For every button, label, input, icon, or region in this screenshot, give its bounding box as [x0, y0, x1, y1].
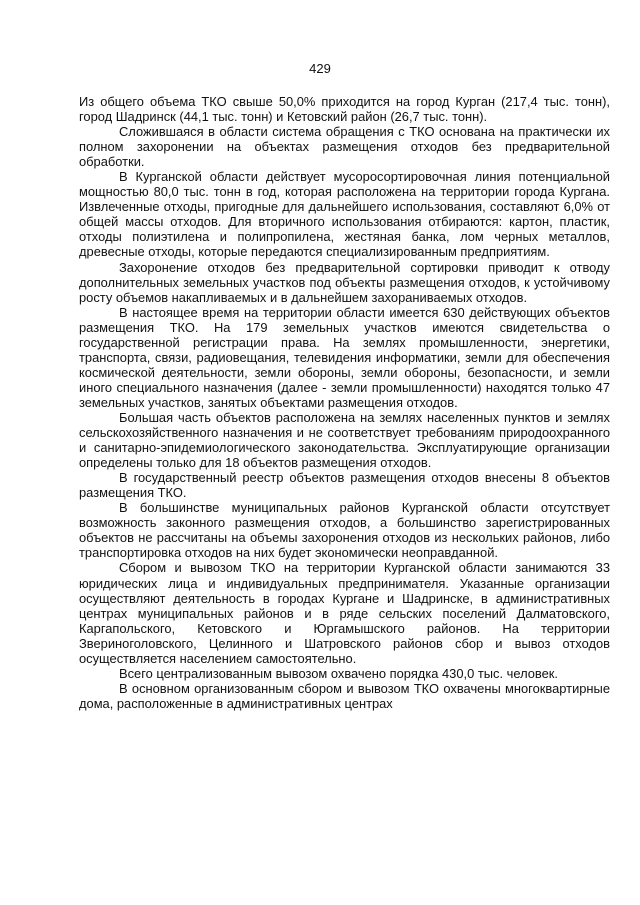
paragraph: В настоящее время на территории области имеется 630 действующих объектов размещения ТКО. На 179 земельных участков имеются свидетельства о государственной регистрации права. На землях промышленности, энергетики, транспорта, связи, радиовещания, телевидения информатики, земли для обеспечения космической деятельности, земли обороны, земли обороны, безопасности, и земли иного специального назначения (далее - земли промышленности) находятся только 47 земельных участков, занятых объектами размещения отходов.	[79, 304, 610, 410]
paragraph: Всего централизованным вывозом охвачено порядка 430,0 тыс. человек.	[119, 665, 559, 681]
document-body	[79, 94, 610, 711]
paragraph: В государственный реестр объектов размещения отходов внесены 8 объектов размещения ТКО.	[79, 470, 610, 501]
paragraph: Захоронение отходов без предварительной сортировки приводит к отводу дополнительных земельных участков под объекты размещения отходов, к устойчивому росту объемов накапливаемых и в дальнейшем захораниваемых отходов.	[79, 259, 610, 305]
paragraph: Большая часть объектов расположена на землях населенных пунктов и землях сельскохозяйственного назначения и не соответствует требованиям природоохранного и санитарно-эпидемиологического законодательства. Эксплуатирующие организации определены только для 18 объектов размещения отходов.	[79, 409, 610, 471]
paragraph: Сбором и вывозом ТКО на территории Курганской области занимаются 33 юридических лица и индивидуальных предпринимателя. Указанные организации осуществляют деятельность в городах Кургане и Шадринске, в административных центрах муниципальных районов и в ряде сельских поселений Далматовского, Каргапольского, Кетовского и Юргамышского районов. На территории Звериноголовского, Целинного и Шатровского районов сбор и вывоз отходов осуществляется населением самостоятельно.	[79, 560, 610, 666]
paragraph: В Курганской области действует мусоросортировочная линия потенциальной мощностью 80,0 тыс. тонн в год, которая расположена на территории города Кургана. Извлеченные отходы, пригодные для дальнейшего использования, составляют 6,0% от общей массы отходов. Для вторичного использования отбираются: картон, пластик, отходы полиэтилена и полипропилена, жестяная банка, лом черных металлов, древесные отходы, которые передаются специализированным предприятиям.	[79, 169, 610, 260]
page-number: 429	[309, 61, 331, 76]
paragraph: В большинстве муниципальных районов Курганской области отсутствует возможность законного размещения отходов, а большинство зарегистрированных объектов не рассчитаны на объемы захоронения отходов из нескольких районов, либо транспортировка отходов на них будет экономически неоправданной.	[79, 500, 610, 561]
paragraph: Сложившаяся в области система обращения с ТКО основана на практически их полном захоронении на объектах размещения отходов без предварительной обработки.	[79, 124, 610, 170]
paragraph: Из общего объема ТКО свыше 50,0% приходится на город Курган (217,4 тыс. тонн), город Шадринск (44,1 тыс. тонн) и Кетовский район (26,7 тыс. тонн).	[79, 94, 610, 125]
paragraph: В основном организованным сбором и вывозом ТКО охвачены многоквартирные дома, расположенные в административных центрах	[79, 680, 610, 711]
